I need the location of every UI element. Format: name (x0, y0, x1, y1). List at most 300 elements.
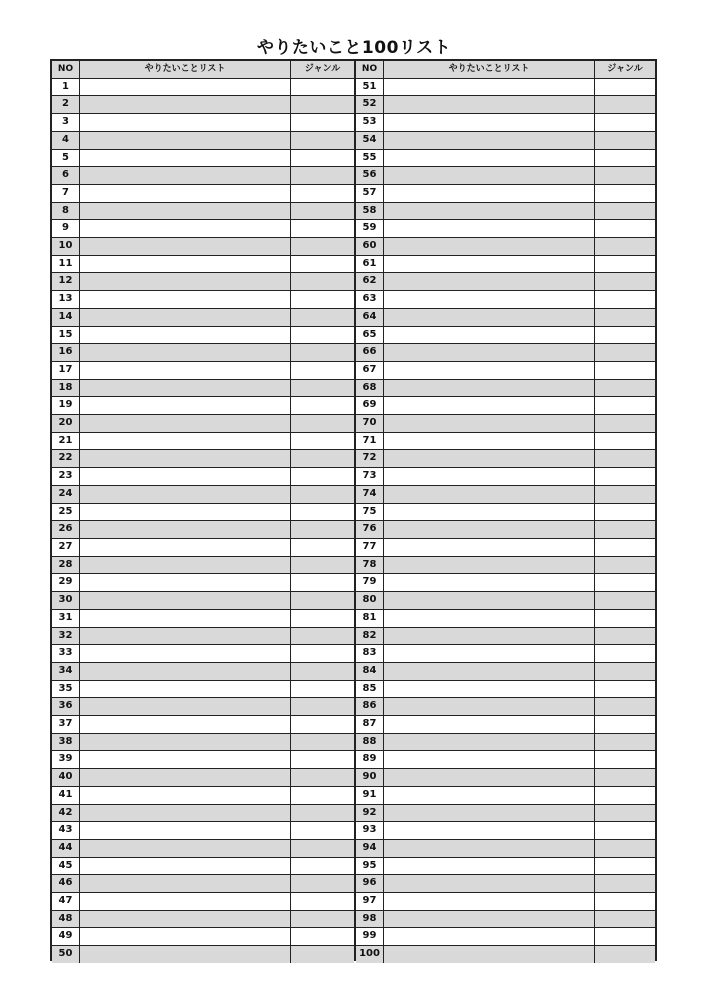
row-number: 6 (52, 167, 80, 184)
genre-cell[interactable] (291, 256, 354, 273)
todo-item-cell[interactable] (80, 256, 291, 273)
todo-item-cell[interactable] (80, 415, 291, 432)
table-row (52, 114, 354, 132)
table-row (52, 132, 354, 150)
table-row (356, 132, 655, 150)
todo-item-cell[interactable] (384, 167, 595, 184)
genre-cell[interactable] (291, 663, 354, 680)
genre-cell[interactable] (595, 344, 655, 361)
todo-item-cell[interactable] (80, 397, 291, 414)
genre-cell[interactable] (595, 663, 655, 680)
table-row (356, 911, 655, 929)
row-number: 35 (52, 681, 80, 698)
genre-cell[interactable] (291, 539, 354, 556)
table-row (356, 592, 655, 610)
genre-cell[interactable] (595, 911, 655, 928)
genre-cell[interactable] (291, 610, 354, 627)
genre-cell[interactable] (291, 787, 354, 804)
genre-cell[interactable] (291, 362, 354, 379)
todo-item-cell[interactable] (80, 309, 291, 326)
genre-cell[interactable] (291, 380, 354, 397)
row-number: 31 (52, 610, 80, 627)
genre-cell[interactable] (595, 840, 655, 857)
genre-cell[interactable] (595, 539, 655, 556)
todo-item-cell[interactable] (80, 79, 291, 96)
todo-item-cell[interactable] (384, 787, 595, 804)
genre-cell[interactable] (595, 397, 655, 414)
table-row (356, 114, 655, 132)
todo-item-cell[interactable] (384, 734, 595, 751)
todo-item-cell[interactable] (80, 734, 291, 751)
todo-item-cell[interactable] (384, 698, 595, 715)
genre-cell[interactable] (595, 858, 655, 875)
row-number: 16 (52, 344, 80, 361)
genre-cell[interactable] (595, 132, 655, 149)
genre-cell[interactable] (595, 822, 655, 839)
table-row (52, 805, 354, 823)
table-row (52, 185, 354, 203)
table-row (356, 539, 655, 557)
header-item: やりたいことリスト (384, 61, 595, 78)
table-row (52, 574, 354, 592)
todo-item-cell[interactable] (80, 645, 291, 662)
todo-item-cell[interactable] (80, 698, 291, 715)
genre-cell[interactable] (595, 167, 655, 184)
todo-item-cell[interactable] (384, 893, 595, 910)
row-number: 30 (52, 592, 80, 609)
todo-item-cell[interactable] (80, 185, 291, 202)
table-row (356, 557, 655, 575)
genre-cell[interactable] (291, 203, 354, 220)
genre-cell[interactable] (595, 468, 655, 485)
genre-cell[interactable] (595, 450, 655, 467)
todo-item-cell[interactable] (384, 928, 595, 945)
row-number: 62 (356, 273, 384, 290)
todo-item-cell[interactable] (80, 610, 291, 627)
genre-cell[interactable] (595, 893, 655, 910)
table-row (52, 645, 354, 663)
genre-cell[interactable] (291, 574, 354, 591)
todo-item-cell[interactable] (80, 433, 291, 450)
table-row (52, 380, 354, 398)
table-row (52, 557, 354, 575)
row-number: 87 (356, 716, 384, 733)
table-header-row (52, 61, 354, 79)
genre-cell[interactable] (595, 238, 655, 255)
genre-cell[interactable] (595, 327, 655, 344)
todo-item-cell[interactable] (80, 521, 291, 538)
table-row (356, 840, 655, 858)
todo-item-cell[interactable] (384, 539, 595, 556)
genre-cell[interactable] (291, 150, 354, 167)
table-row (52, 734, 354, 752)
genre-cell[interactable] (291, 167, 354, 184)
genre-cell[interactable] (595, 362, 655, 379)
genre-cell[interactable] (291, 433, 354, 450)
todo-item-cell[interactable] (80, 592, 291, 609)
genre-cell[interactable] (291, 291, 354, 308)
todo-item-cell[interactable] (384, 468, 595, 485)
genre-cell[interactable] (595, 256, 655, 273)
genre-cell[interactable] (595, 433, 655, 450)
todo-item-cell[interactable] (80, 840, 291, 857)
genre-cell[interactable] (595, 79, 655, 96)
todo-item-cell[interactable] (384, 362, 595, 379)
todo-item-cell[interactable] (384, 840, 595, 857)
todo-item-cell[interactable] (80, 468, 291, 485)
todo-item-cell[interactable] (384, 628, 595, 645)
todo-item-cell[interactable] (384, 344, 595, 361)
genre-cell[interactable] (291, 875, 354, 892)
todo-item-cell[interactable] (80, 486, 291, 503)
todo-item-cell[interactable] (80, 557, 291, 574)
row-number: 97 (356, 893, 384, 910)
todo-item-cell[interactable] (80, 327, 291, 344)
genre-cell[interactable] (595, 114, 655, 131)
table-row (356, 946, 655, 963)
row-number: 55 (356, 150, 384, 167)
todo-item-cell[interactable] (80, 875, 291, 892)
genre-cell[interactable] (291, 450, 354, 467)
table-row (52, 769, 354, 787)
table-row (356, 928, 655, 946)
genre-cell[interactable] (595, 521, 655, 538)
genre-cell[interactable] (595, 610, 655, 627)
todo-item-cell[interactable] (80, 911, 291, 928)
table-header-row (356, 61, 655, 79)
todo-item-cell[interactable] (80, 238, 291, 255)
genre-cell[interactable] (595, 220, 655, 237)
todo-item-cell[interactable] (384, 822, 595, 839)
genre-cell[interactable] (291, 132, 354, 149)
todo-item-cell[interactable] (384, 681, 595, 698)
genre-cell[interactable] (291, 327, 354, 344)
todo-item-cell[interactable] (80, 893, 291, 910)
genre-cell[interactable] (291, 681, 354, 698)
todo-item-cell[interactable] (80, 805, 291, 822)
genre-cell[interactable] (595, 291, 655, 308)
todo-item-cell[interactable] (384, 521, 595, 538)
todo-item-cell[interactable] (384, 805, 595, 822)
genre-cell[interactable] (291, 592, 354, 609)
genre-cell[interactable] (291, 238, 354, 255)
genre-cell[interactable] (595, 504, 655, 521)
row-number: 69 (356, 397, 384, 414)
table-row (356, 769, 655, 787)
genre-cell[interactable] (291, 185, 354, 202)
table-row (52, 468, 354, 486)
genre-cell[interactable] (595, 787, 655, 804)
genre-cell[interactable] (595, 557, 655, 574)
table-row (52, 273, 354, 291)
genre-cell[interactable] (595, 734, 655, 751)
todo-item-cell[interactable] (384, 433, 595, 450)
row-number: 49 (52, 928, 80, 945)
table-row (356, 185, 655, 203)
genre-cell[interactable] (595, 751, 655, 768)
table-row (52, 663, 354, 681)
row-number: 100 (356, 946, 384, 963)
table-row (52, 433, 354, 451)
genre-cell[interactable] (595, 592, 655, 609)
todo-item-cell[interactable] (80, 946, 291, 963)
todo-item-cell[interactable] (80, 114, 291, 131)
todo-item-cell[interactable] (384, 574, 595, 591)
todo-item-cell[interactable] (384, 380, 595, 397)
genre-cell[interactable] (291, 309, 354, 326)
todo-item-cell[interactable] (80, 504, 291, 521)
table-row (356, 309, 655, 327)
row-number: 80 (356, 592, 384, 609)
todo-item-cell[interactable] (384, 397, 595, 414)
genre-cell[interactable] (291, 911, 354, 928)
todo-item-cell[interactable] (384, 557, 595, 574)
row-number: 86 (356, 698, 384, 715)
todo-item-cell[interactable] (384, 663, 595, 680)
todo-item-cell[interactable] (384, 486, 595, 503)
todo-item-cell[interactable] (80, 450, 291, 467)
todo-item-cell[interactable] (384, 858, 595, 875)
row-number: 20 (52, 415, 80, 432)
row-number: 15 (52, 327, 80, 344)
genre-cell[interactable] (291, 893, 354, 910)
row-number: 88 (356, 734, 384, 751)
row-number: 58 (356, 203, 384, 220)
table-row (52, 751, 354, 769)
genre-cell[interactable] (595, 946, 655, 963)
genre-cell[interactable] (595, 805, 655, 822)
todo-item-cell[interactable] (384, 309, 595, 326)
genre-cell[interactable] (595, 486, 655, 503)
todo-item-cell[interactable] (80, 539, 291, 556)
todo-item-cell[interactable] (80, 203, 291, 220)
genre-cell[interactable] (291, 96, 354, 113)
todo-item-cell[interactable] (384, 504, 595, 521)
genre-cell[interactable] (595, 203, 655, 220)
genre-cell[interactable] (291, 822, 354, 839)
todo-item-cell[interactable] (80, 628, 291, 645)
row-number: 93 (356, 822, 384, 839)
todo-item-cell[interactable] (80, 132, 291, 149)
row-number: 26 (52, 521, 80, 538)
table-row (52, 450, 354, 468)
genre-cell[interactable] (595, 380, 655, 397)
todo-item-cell[interactable] (384, 114, 595, 131)
table-row (52, 486, 354, 504)
todo-item-cell[interactable] (384, 220, 595, 237)
todo-item-cell[interactable] (384, 716, 595, 733)
table-row (356, 574, 655, 592)
table-row (52, 415, 354, 433)
todo-item-cell[interactable] (80, 220, 291, 237)
table-row (52, 610, 354, 628)
todo-item-cell[interactable] (80, 167, 291, 184)
todo-item-cell[interactable] (80, 663, 291, 680)
todo-item-cell[interactable] (80, 769, 291, 786)
row-number: 67 (356, 362, 384, 379)
todo-item-cell[interactable] (80, 96, 291, 113)
row-number: 72 (356, 450, 384, 467)
todo-item-cell[interactable] (384, 132, 595, 149)
todo-item-cell[interactable] (80, 928, 291, 945)
genre-cell[interactable] (291, 220, 354, 237)
todo-item-cell[interactable] (384, 769, 595, 786)
todo-item-cell[interactable] (384, 96, 595, 113)
genre-cell[interactable] (291, 840, 354, 857)
genre-cell[interactable] (291, 397, 354, 414)
todo-item-cell[interactable] (384, 203, 595, 220)
table-row (356, 220, 655, 238)
todo-item-cell[interactable] (80, 681, 291, 698)
genre-cell[interactable] (595, 716, 655, 733)
table-row (52, 822, 354, 840)
header-item: やりたいことリスト (80, 61, 291, 78)
genre-cell[interactable] (595, 96, 655, 113)
genre-cell[interactable] (291, 273, 354, 290)
todo-item-cell[interactable] (384, 291, 595, 308)
genre-cell[interactable] (595, 309, 655, 326)
table-row (356, 628, 655, 646)
genre-cell[interactable] (595, 875, 655, 892)
row-number: 92 (356, 805, 384, 822)
todo-item-cell[interactable] (80, 380, 291, 397)
row-number: 57 (356, 185, 384, 202)
row-number: 7 (52, 185, 80, 202)
genre-cell[interactable] (595, 645, 655, 662)
genre-cell[interactable] (595, 150, 655, 167)
todo-item-cell[interactable] (80, 858, 291, 875)
genre-cell[interactable] (291, 734, 354, 751)
table-row (52, 203, 354, 221)
todo-item-cell[interactable] (384, 327, 595, 344)
table-row (52, 928, 354, 946)
table-row (356, 380, 655, 398)
genre-cell[interactable] (291, 716, 354, 733)
todo-item-cell[interactable] (80, 344, 291, 361)
genre-cell[interactable] (291, 504, 354, 521)
table-row (356, 787, 655, 805)
header-genre: ジャンル (607, 64, 643, 74)
todo-item-cell[interactable] (384, 150, 595, 167)
todo-item-cell[interactable] (384, 450, 595, 467)
todo-item-cell[interactable] (80, 716, 291, 733)
genre-cell[interactable] (291, 928, 354, 945)
todo-item-cell[interactable] (384, 273, 595, 290)
table-row (52, 911, 354, 929)
genre-cell[interactable] (595, 574, 655, 591)
table-row (356, 291, 655, 309)
row-number: 65 (356, 327, 384, 344)
row-number: 66 (356, 344, 384, 361)
todo-item-cell[interactable] (384, 751, 595, 768)
todo-item-cell[interactable] (384, 79, 595, 96)
genre-cell[interactable] (291, 645, 354, 662)
genre-cell[interactable] (291, 415, 354, 432)
genre-cell[interactable] (595, 769, 655, 786)
genre-cell[interactable] (595, 628, 655, 645)
todo-item-cell[interactable] (80, 273, 291, 290)
todo-item-cell[interactable] (80, 150, 291, 167)
row-number: 89 (356, 751, 384, 768)
genre-cell[interactable] (291, 468, 354, 485)
todo-item-cell[interactable] (384, 415, 595, 432)
row-number: 22 (52, 450, 80, 467)
genre-cell[interactable] (595, 273, 655, 290)
genre-cell[interactable] (291, 486, 354, 503)
genre-cell[interactable] (291, 946, 354, 963)
genre-cell[interactable] (291, 628, 354, 645)
row-number: 94 (356, 840, 384, 857)
genre-cell[interactable] (291, 79, 354, 96)
genre-cell[interactable] (595, 415, 655, 432)
row-number: 41 (52, 787, 80, 804)
todo-item-cell[interactable] (80, 574, 291, 591)
todo-item-cell[interactable] (384, 256, 595, 273)
table-row (356, 681, 655, 699)
todo-item-cell[interactable] (80, 751, 291, 768)
todo-item-cell[interactable] (80, 291, 291, 308)
row-number: 32 (52, 628, 80, 645)
table-row (356, 645, 655, 663)
todo-item-cell[interactable] (384, 185, 595, 202)
row-number: 74 (356, 486, 384, 503)
genre-cell[interactable] (595, 681, 655, 698)
todo-item-cell[interactable] (80, 787, 291, 804)
row-number: 61 (356, 256, 384, 273)
row-number: 34 (52, 663, 80, 680)
table-row (52, 787, 354, 805)
table-row (356, 610, 655, 628)
row-number: 5 (52, 150, 80, 167)
table-left-half (52, 61, 354, 959)
todo-item-cell[interactable] (384, 911, 595, 928)
todo-item-cell[interactable] (384, 610, 595, 627)
row-number: 96 (356, 875, 384, 892)
table-row (52, 79, 354, 97)
genre-cell[interactable] (291, 751, 354, 768)
genre-cell[interactable] (595, 698, 655, 715)
row-number: 17 (52, 362, 80, 379)
genre-cell[interactable] (595, 185, 655, 202)
header-no: NO (356, 61, 384, 78)
table-row (356, 468, 655, 486)
genre-cell[interactable] (291, 858, 354, 875)
table-row (356, 716, 655, 734)
genre-cell[interactable] (291, 521, 354, 538)
header-genre: ジャンル (304, 64, 341, 74)
genre-cell[interactable] (291, 344, 354, 361)
genre-cell[interactable] (291, 805, 354, 822)
row-number: 10 (52, 238, 80, 255)
todo-item-cell[interactable] (80, 822, 291, 839)
todo-item-cell[interactable] (80, 362, 291, 379)
genre-cell[interactable] (291, 557, 354, 574)
row-number: 23 (52, 468, 80, 485)
table-right-half (354, 61, 655, 959)
row-number: 28 (52, 557, 80, 574)
todo-item-cell[interactable] (384, 592, 595, 609)
genre-cell[interactable] (291, 114, 354, 131)
genre-cell[interactable] (595, 928, 655, 945)
genre-cell[interactable] (291, 769, 354, 786)
todo-item-cell[interactable] (384, 238, 595, 255)
genre-cell[interactable] (291, 698, 354, 715)
todo-item-cell[interactable] (384, 946, 595, 963)
todo-item-cell[interactable] (384, 875, 595, 892)
table-row (356, 698, 655, 716)
table-row (52, 840, 354, 858)
todo-item-cell[interactable] (384, 645, 595, 662)
